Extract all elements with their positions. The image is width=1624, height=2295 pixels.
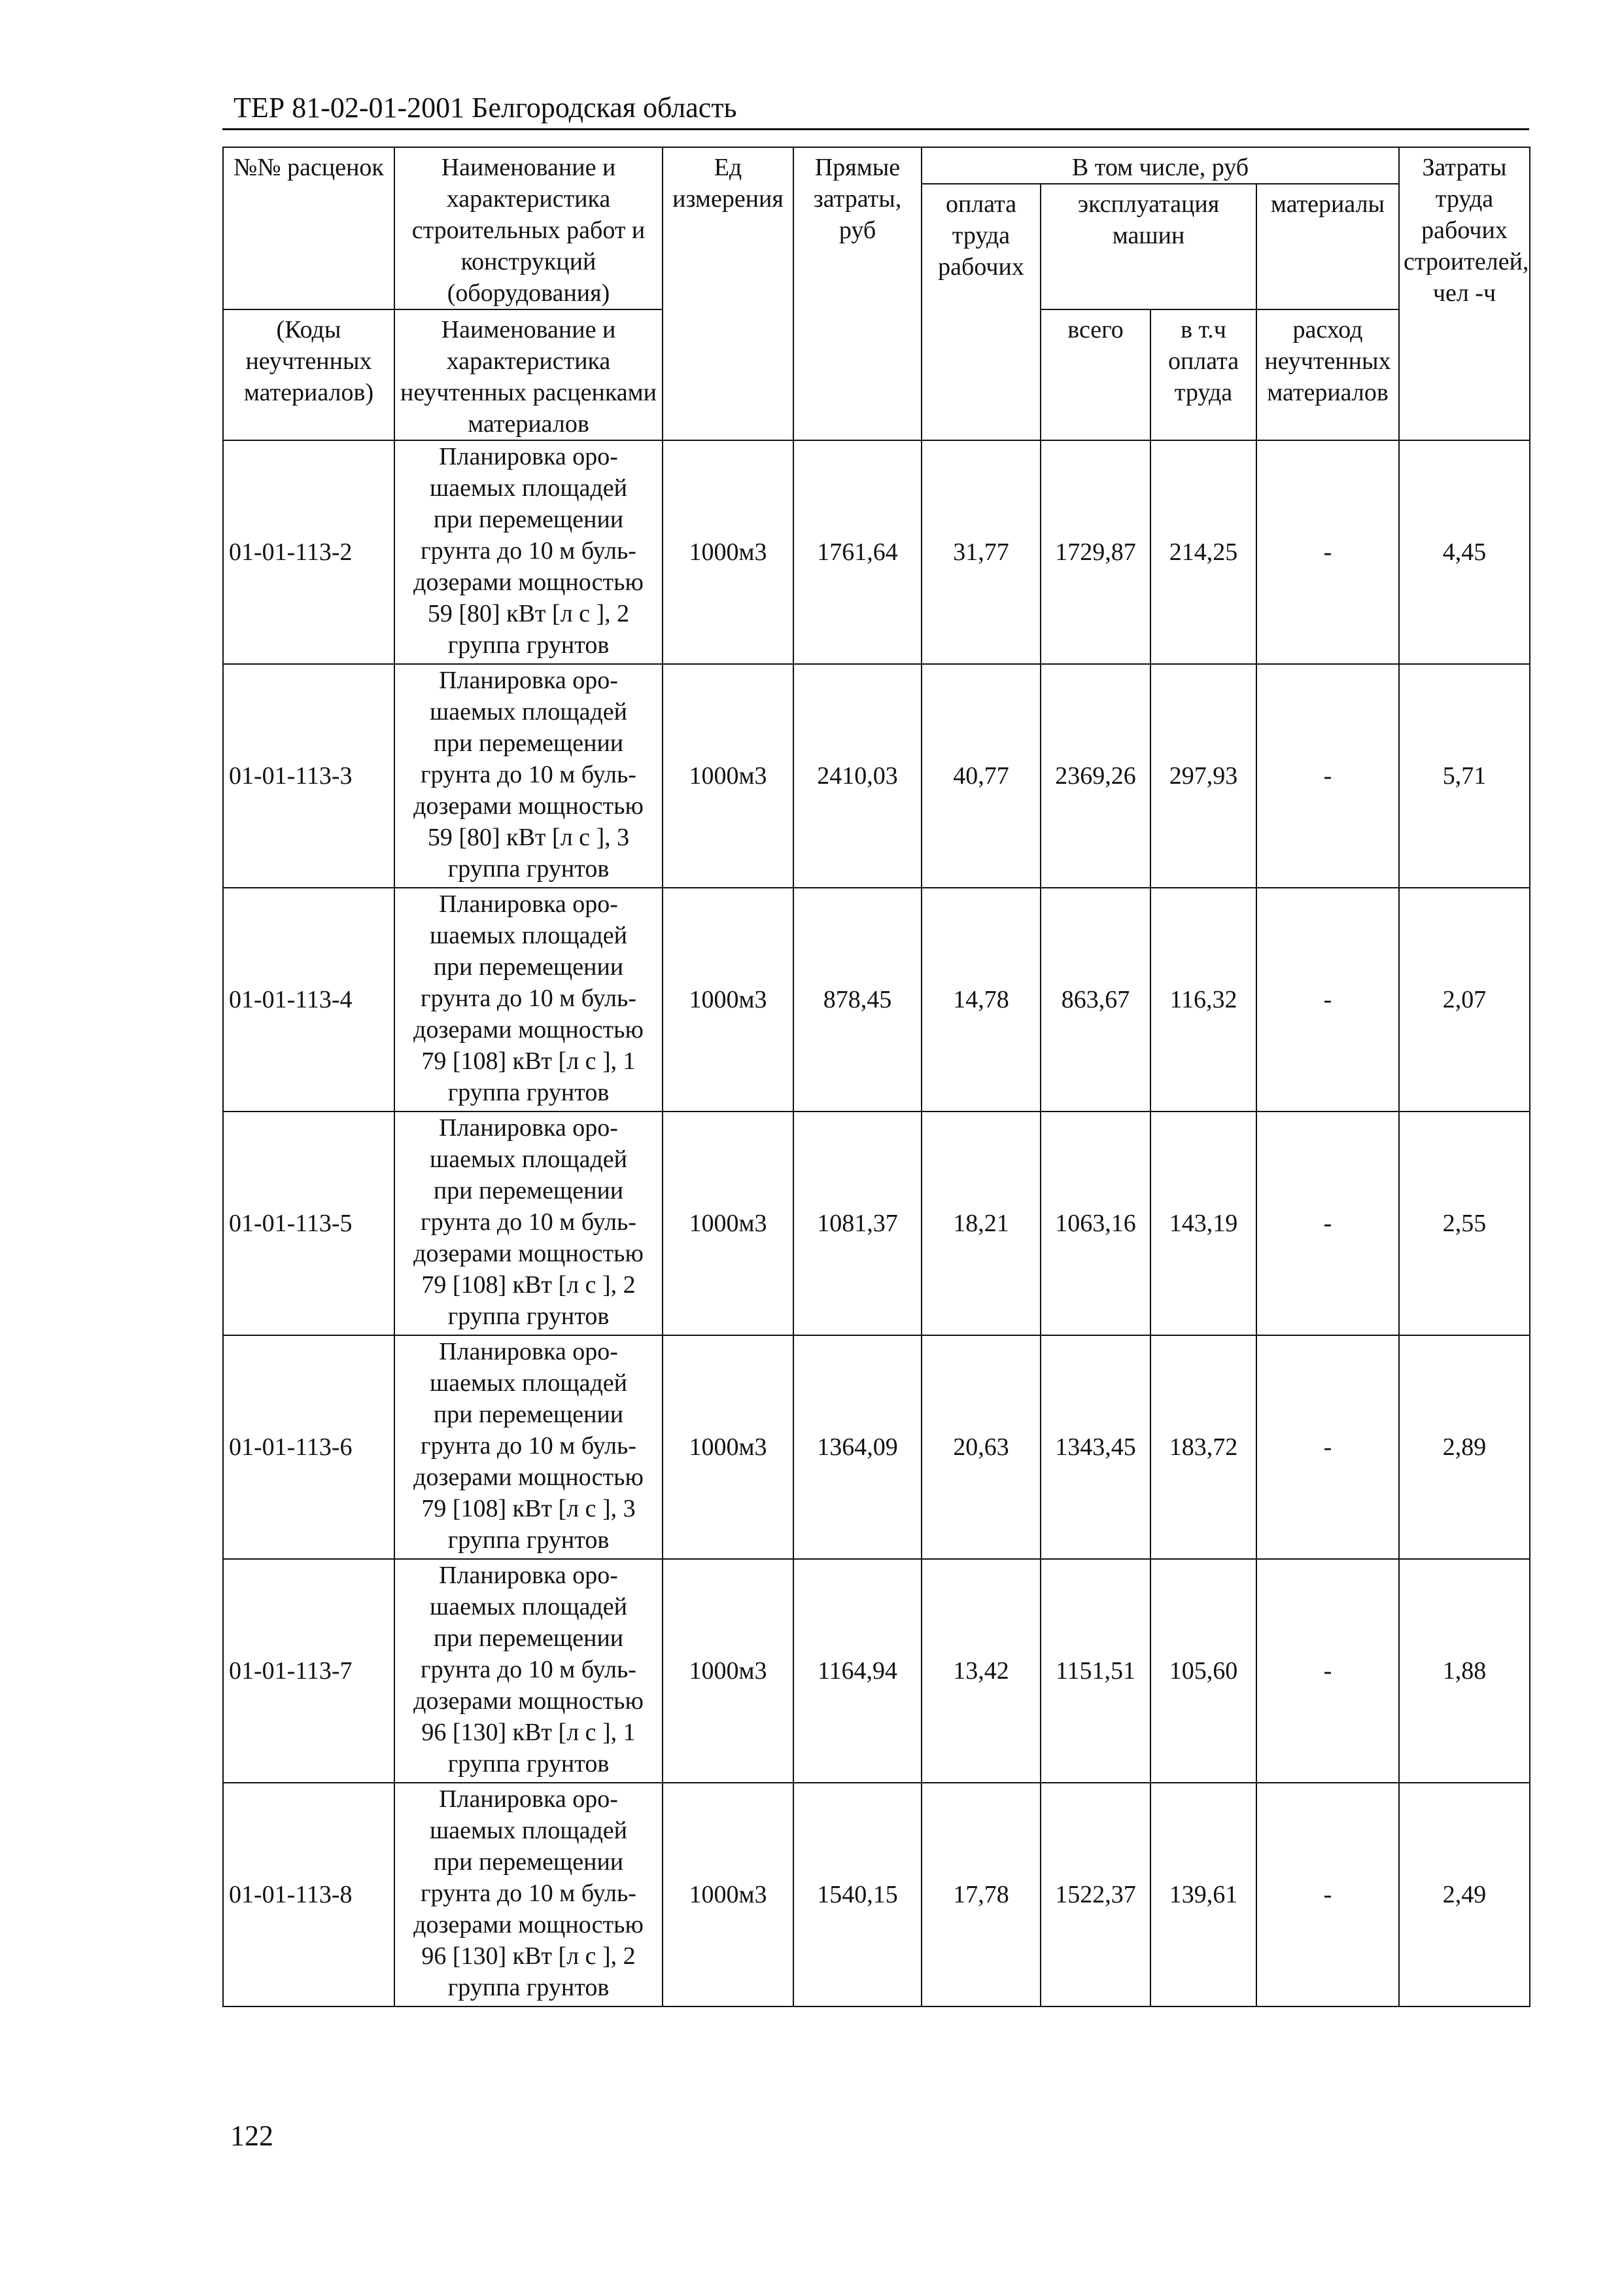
work-description (394, 440, 663, 664)
col-name-subheader: Наименование и характеристика неучтенных расценками материалов (394, 309, 663, 440)
materials-cell: - (1256, 440, 1399, 664)
description-line: при перемещении (433, 953, 624, 981)
direct-cost-cell: 2410,03 (793, 664, 922, 888)
description-line: при перемещении (433, 506, 624, 533)
labor-pay-cell: 40,77 (922, 664, 1041, 888)
description-line: при перемещении (433, 729, 624, 757)
materials-cell: - (1256, 1783, 1399, 2006)
labor-hours-cell: 2,07 (1399, 888, 1530, 1112)
machines-total-cell: 1343,45 (1041, 1335, 1150, 1559)
machines-total-cell: 1522,37 (1041, 1783, 1150, 2006)
labor-pay-cell: 20,63 (922, 1335, 1041, 1559)
table-row (223, 664, 1530, 888)
unit-cell: 1000м3 (663, 1335, 793, 1559)
work-description (394, 1335, 663, 1559)
machines-total-cell: 2369,26 (1041, 664, 1150, 888)
machines-labor-cell: 183,72 (1150, 1335, 1256, 1559)
description-line: группа грунтов (447, 855, 610, 883)
description-line: дозерами мощностью (413, 1016, 644, 1043)
col-machines-total-header: всего (1041, 309, 1150, 440)
description-line: группа грунтов (447, 631, 610, 659)
description-line: грунта до 10 м буль- (421, 537, 636, 565)
description-line: 96 [130] кВт [л с ], 2 (421, 1942, 636, 1970)
direct-cost-cell: 878,45 (793, 888, 922, 1112)
work-description (394, 1783, 663, 2006)
labor-hours-cell: 1,88 (1399, 1559, 1530, 1783)
description-line: 79 [108] кВт [л с ], 3 (421, 1495, 636, 1522)
work-description (394, 1112, 663, 1335)
materials-cell: - (1256, 888, 1399, 1112)
rate-code: 01-01-113-4 (223, 888, 394, 1112)
description-line: 79 [108] кВт [л с ], 2 (421, 1271, 636, 1299)
rates-table (222, 147, 1530, 2007)
description-line: при перемещении (433, 1848, 624, 1876)
description-line: Планировка оро- (439, 1785, 618, 1813)
description-line: дозерами мощностью (413, 1911, 644, 1938)
table-row (223, 1335, 1530, 1559)
table-row (223, 1783, 1530, 2006)
direct-cost-cell: 1081,37 (793, 1112, 922, 1335)
description-line: при перемещении (433, 1624, 624, 1652)
work-description (394, 1559, 663, 1783)
direct-cost-cell: 1164,94 (793, 1559, 922, 1783)
machines-labor-cell: 116,32 (1150, 888, 1256, 1112)
materials-cell: - (1256, 1559, 1399, 1783)
rate-code: 01-01-113-3 (223, 664, 394, 888)
col-name-header: Наименование и характеристика строительных работ и конструкций (оборудования) (394, 147, 663, 309)
labor-pay-cell: 14,78 (922, 888, 1041, 1112)
description-line: шаемых площадей (429, 1593, 628, 1621)
rate-code: 01-01-113-8 (223, 1783, 394, 2006)
rate-code: 01-01-113-6 (223, 1335, 394, 1559)
rate-code: 01-01-113-5 (223, 1112, 394, 1335)
materials-cell: - (1256, 1335, 1399, 1559)
table-row (223, 440, 1530, 664)
description-line: 79 [108] кВт [л с ], 1 (421, 1047, 636, 1075)
unit-cell: 1000м3 (663, 440, 793, 664)
col-materials-sub-header: расход неучтенных материалов (1256, 309, 1399, 440)
description-line: шаемых площадей (429, 698, 628, 726)
rate-code: 01-01-113-2 (223, 440, 394, 664)
col-code-header: №№ расценок (223, 147, 394, 309)
description-line: группа грунтов (447, 1079, 610, 1106)
col-machines-labor-header: в т.ч оплата труда (1150, 309, 1256, 440)
description-line: шаемых площадей (429, 1817, 628, 1844)
description-line: шаемых площадей (429, 474, 628, 502)
document-header: ТЕР 81-02-01-2001 Белгородская область (233, 92, 737, 124)
labor-hours-cell: 4,45 (1399, 440, 1530, 664)
unit-cell: 1000м3 (663, 888, 793, 1112)
description-line: дозерами мощностью (413, 1463, 644, 1491)
machines-labor-cell: 143,19 (1150, 1112, 1256, 1335)
col-labor-cost-header: Затраты труда рабочих строителей, чел -ч (1399, 147, 1530, 440)
direct-cost-cell: 1761,64 (793, 440, 922, 664)
work-description (394, 664, 663, 888)
labor-hours-cell: 5,71 (1399, 664, 1530, 888)
col-unit-header: Ед измерения (663, 147, 793, 440)
description-line: дозерами мощностью (413, 569, 644, 596)
direct-cost-cell: 1364,09 (793, 1335, 922, 1559)
description-line: шаемых площадей (429, 922, 628, 949)
description-line: дозерами мощностью (413, 792, 644, 820)
machines-total-cell: 1729,87 (1041, 440, 1150, 664)
description-line: Планировка оро- (439, 443, 618, 470)
machines-labor-cell: 139,61 (1150, 1783, 1256, 2006)
machines-labor-cell: 214,25 (1150, 440, 1256, 664)
description-line: Планировка оро- (439, 890, 618, 918)
description-line: Планировка оро- (439, 667, 618, 694)
labor-pay-cell: 13,42 (922, 1559, 1041, 1783)
description-line: 96 [130] кВт [л с ], 1 (421, 1719, 636, 1746)
machines-total-cell: 1063,16 (1041, 1112, 1150, 1335)
direct-cost-cell: 1540,15 (793, 1783, 922, 2006)
description-line: Планировка оро- (439, 1114, 618, 1142)
description-line: при перемещении (433, 1177, 624, 1204)
table-row (223, 1559, 1530, 1783)
description-line: дозерами мощностью (413, 1240, 644, 1267)
table-row (223, 1112, 1530, 1335)
machines-total-cell: 1151,51 (1041, 1559, 1150, 1783)
col-direct-header: Прямые затраты, руб (793, 147, 922, 440)
materials-cell: - (1256, 1112, 1399, 1335)
description-line: грунта до 10 м буль- (421, 985, 636, 1012)
description-line: грунта до 10 м буль- (421, 1656, 636, 1683)
unit-cell: 1000м3 (663, 664, 793, 888)
col-code-subheader: (Коды неучтенных материалов) (223, 309, 394, 440)
machines-labor-cell: 105,60 (1150, 1559, 1256, 1783)
header-rule (222, 128, 1529, 130)
col-machines-header: эксплуатация машин (1041, 184, 1256, 309)
machines-labor-cell: 297,93 (1150, 664, 1256, 888)
machines-total-cell: 863,67 (1041, 888, 1150, 1112)
col-incl-header: В том числе, руб (922, 147, 1399, 184)
description-line: шаемых площадей (429, 1369, 628, 1397)
table-row (223, 888, 1530, 1112)
description-line: группа грунтов (447, 1303, 610, 1330)
unit-cell: 1000м3 (663, 1783, 793, 2006)
rate-code: 01-01-113-7 (223, 1559, 394, 1783)
labor-hours-cell: 2,89 (1399, 1335, 1530, 1559)
description-line: Планировка оро- (439, 1338, 618, 1365)
labor-hours-cell: 2,55 (1399, 1112, 1530, 1335)
unit-cell: 1000м3 (663, 1559, 793, 1783)
labor-pay-cell: 31,77 (922, 440, 1041, 664)
description-line: группа грунтов (447, 1750, 610, 1778)
description-line: грунта до 10 м буль- (421, 1208, 636, 1236)
description-line: при перемещении (433, 1401, 624, 1428)
labor-hours-cell: 2,49 (1399, 1783, 1530, 2006)
col-materials-header: материалы (1256, 184, 1399, 309)
description-line: грунта до 10 м буль- (421, 1880, 636, 1907)
labor-pay-cell: 17,78 (922, 1783, 1041, 2006)
rates-body (223, 440, 1530, 2006)
col-labor-pay-header: оплата труда рабочих (922, 184, 1041, 440)
materials-cell: - (1256, 664, 1399, 888)
unit-cell: 1000м3 (663, 1112, 793, 1335)
description-line: группа грунтов (447, 1974, 610, 2001)
labor-pay-cell: 18,21 (922, 1112, 1041, 1335)
description-line: группа грунтов (447, 1526, 610, 1554)
work-description (394, 888, 663, 1112)
description-line: Планировка оро- (439, 1562, 618, 1589)
description-line: шаемых площадей (429, 1146, 628, 1173)
description-line: грунта до 10 м буль- (421, 1432, 636, 1460)
description-line: грунта до 10 м буль- (421, 761, 636, 788)
description-line: дозерами мощностью (413, 1687, 644, 1715)
description-line: 59 [80] кВт [л с ], 3 (427, 824, 630, 851)
page-number: 122 (230, 2120, 273, 2152)
description-line: 59 [80] кВт [л с ], 2 (427, 600, 630, 627)
